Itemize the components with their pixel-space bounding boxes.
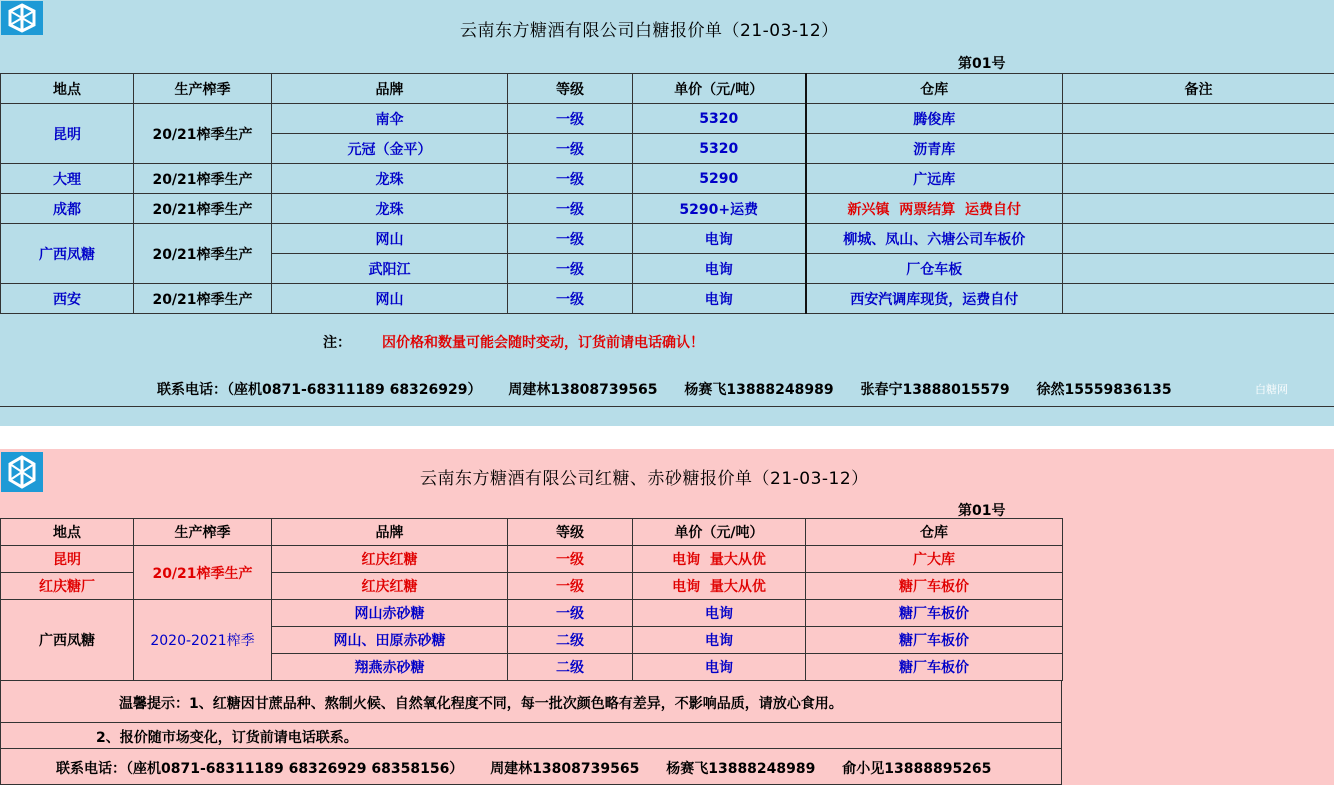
table-row	[1, 104, 1334, 134]
watermark: 白糖网	[1255, 383, 1288, 396]
cell-location: 大理	[1, 164, 134, 194]
cell-brand: 龙珠	[272, 164, 508, 194]
contact-person: 周建林13808739565	[490, 761, 640, 777]
contact-person: 杨赛飞13888248989	[684, 382, 834, 398]
cell-brand: 网山赤砂糖	[272, 600, 508, 627]
cell-grade: 一级	[508, 194, 633, 224]
cell-note	[1063, 134, 1334, 164]
price-table	[0, 518, 1063, 681]
tip-row-2	[0, 723, 1062, 749]
company-logo-icon	[1, 1, 43, 35]
header-price: 单价（元/吨）	[633, 74, 806, 104]
page-title: 云南东方糖酒有限公司白糖报价单（21-03-12）	[460, 21, 839, 41]
contact-person: 周建林13808739565	[508, 382, 658, 398]
header-location: 地点	[1, 519, 134, 546]
cell-brand: 网山	[272, 284, 508, 314]
cell-brand: 武阳江	[272, 254, 508, 284]
cell-location: 昆明	[1, 104, 134, 164]
cell-grade: 二级	[508, 627, 633, 654]
cell-brand: 南伞	[272, 104, 508, 134]
cell-location: 广西凤糖	[1, 224, 134, 284]
cell-warehouse: 腾俊库	[806, 104, 1063, 134]
cell-brand: 红庆红糖	[272, 546, 508, 573]
cell-season: 20/21榨季生产	[134, 194, 272, 224]
cell-brand: 翔燕赤砂糖	[272, 654, 508, 681]
cell-note	[1063, 164, 1334, 194]
brown-sugar-sheet	[0, 449, 1334, 785]
table-row	[1, 546, 1063, 573]
cell-grade: 一级	[508, 546, 633, 573]
cell-location: 红庆糖厂	[1, 573, 134, 600]
cell-warehouse: 糖厂车板价	[806, 600, 1063, 627]
table-row	[1, 284, 1334, 314]
contact-row	[157, 379, 1194, 399]
cell-note	[1063, 194, 1334, 224]
cell-season: 20/21榨季生产	[134, 546, 272, 600]
cell-warehouse: 新兴镇 两票结算 运费自付	[806, 194, 1063, 224]
cell-warehouse: 西安汽调库现货，运费自付	[806, 284, 1063, 314]
contact-landline: 联系电话：（座机0871-68311189 68326929）	[157, 382, 482, 398]
header-grade: 等级	[508, 74, 633, 104]
serial-number: 第01号	[958, 503, 1006, 519]
cell-brand: 网山、田原赤砂糖	[272, 627, 508, 654]
cell-price: 电询	[633, 284, 806, 314]
header-note: 备注	[1063, 74, 1334, 104]
cell-location: 西安	[1, 284, 134, 314]
note-label: 注：	[323, 335, 351, 351]
cell-price: 电询	[633, 224, 806, 254]
cell-season: 20/21榨季生产	[134, 284, 272, 314]
cell-brand: 红庆红糖	[272, 573, 508, 600]
note-block	[0, 314, 1334, 407]
contact-box	[0, 749, 1062, 785]
header-brand: 品牌	[272, 519, 508, 546]
page-title: 云南东方糖酒有限公司红糖、赤砂糖报价单（21-03-12）	[420, 469, 869, 489]
cell-price: 电询	[633, 254, 806, 284]
cell-note	[1063, 104, 1334, 134]
cell-grade: 一级	[508, 284, 633, 314]
cell-season: 20/21榨季生产	[134, 224, 272, 284]
contact-row	[56, 758, 1013, 778]
header-price: 单价（元/吨）	[633, 519, 806, 546]
cell-price: 5320	[633, 104, 806, 134]
cell-grade: 一级	[508, 104, 633, 134]
cell-note	[1063, 254, 1334, 284]
price-table	[0, 73, 1334, 314]
tip-text-1: 温馨提示：1、红糖因甘蔗品种、熬制火候、自然氧化程度不同，每一批次颜色略有差异，不影响品质，请放心食用。	[119, 696, 843, 712]
note-text: 因价格和数量可能会随时变动，订货前请电话确认！	[382, 335, 704, 351]
cell-price: 电询	[633, 600, 806, 627]
cell-warehouse: 广远库	[806, 164, 1063, 194]
cell-grade: 一级	[508, 224, 633, 254]
cell-brand: 元冠（金平）	[272, 134, 508, 164]
cell-price: 5290+运费	[633, 194, 806, 224]
table-header-row	[1, 519, 1063, 546]
header-season: 生产榨季	[134, 74, 272, 104]
cell-price: 5290	[633, 164, 806, 194]
cell-warehouse: 柳城、凤山、六塘公司车板价	[806, 224, 1063, 254]
cell-warehouse: 糖厂车板价	[806, 654, 1063, 681]
company-logo-icon	[1, 452, 43, 486]
table-row	[1, 224, 1334, 254]
table-row	[1, 600, 1063, 627]
cell-warehouse: 广大库	[806, 546, 1063, 573]
cell-price: 电询	[633, 654, 806, 681]
cell-price: 电询 量大从优	[633, 546, 806, 573]
cell-price: 5320	[633, 134, 806, 164]
contact-person: 俞小见13888895265	[842, 761, 992, 777]
table-row	[1, 164, 1334, 194]
cell-warehouse: 糖厂车板价	[806, 627, 1063, 654]
cell-location: 广西凤糖	[1, 600, 134, 681]
contact-landline: 联系电话：（座机0871-68311189 68326929 68358156）	[56, 761, 464, 777]
cell-brand: 网山	[272, 224, 508, 254]
cell-grade: 二级	[508, 654, 633, 681]
tip-row-1	[0, 681, 1062, 723]
cell-price: 电询	[633, 627, 806, 654]
contact-person: 徐然15559836135	[1036, 382, 1172, 398]
contact-person: 张春宁13888015579	[860, 382, 1010, 398]
cell-note	[1063, 224, 1334, 254]
cell-grade: 一级	[508, 600, 633, 627]
cell-note	[1063, 284, 1334, 314]
cell-grade: 一级	[508, 573, 633, 600]
header-grade: 等级	[508, 519, 633, 546]
cell-season: 20/21榨季生产	[134, 164, 272, 194]
header-warehouse: 仓库	[806, 519, 1063, 546]
header-location: 地点	[1, 74, 134, 104]
contact-person: 杨赛飞13888248989	[666, 761, 816, 777]
table-row	[1, 194, 1334, 224]
cell-grade: 一级	[508, 134, 633, 164]
table-header-row	[1, 74, 1334, 104]
tip-text-2: 2、报价随市场变化，订货前请电话联系。	[96, 730, 358, 746]
cell-warehouse: 沥青库	[806, 134, 1063, 164]
cell-grade: 一级	[508, 164, 633, 194]
cell-brand: 龙珠	[272, 194, 508, 224]
cell-season: 2020-2021榨季	[134, 600, 272, 681]
header-brand: 品牌	[272, 74, 508, 104]
header-warehouse: 仓库	[806, 74, 1063, 104]
cell-location: 昆明	[1, 546, 134, 573]
cell-warehouse: 糖厂车板价	[806, 573, 1063, 600]
cell-location: 成都	[1, 194, 134, 224]
header-season: 生产榨季	[134, 519, 272, 546]
cell-warehouse: 厂仓车板	[806, 254, 1063, 284]
cell-grade: 一级	[508, 254, 633, 284]
serial-number: 第01号	[958, 56, 1006, 72]
cell-price: 电询 量大从优	[633, 573, 806, 600]
cell-season: 20/21榨季生产	[134, 104, 272, 164]
